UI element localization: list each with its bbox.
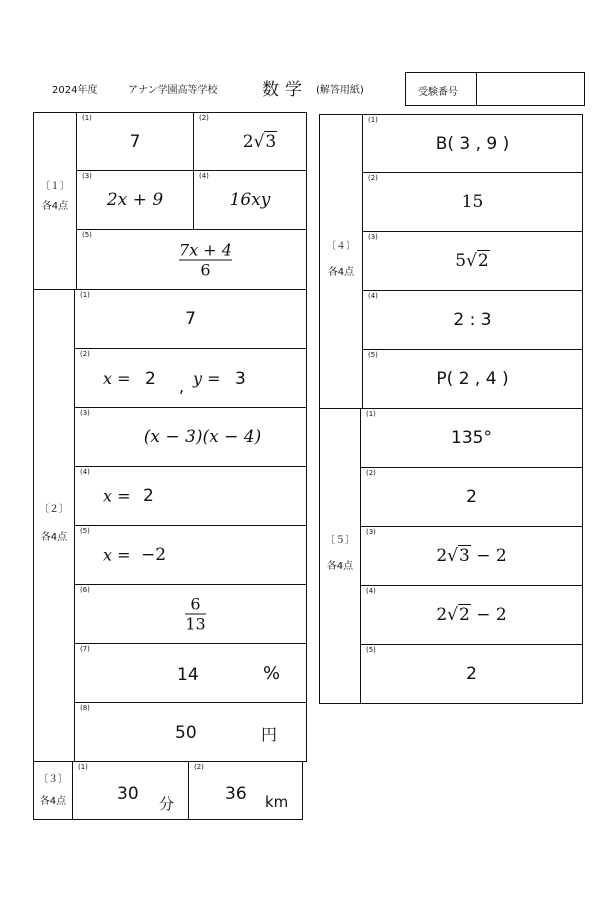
section-2-label [33,289,75,762]
question-number: (3) [368,233,378,241]
fraction-numerator: 6 [190,594,201,614]
question-number: (5) [80,527,90,535]
answer-value: 2√3 − 2 [436,546,507,566]
answer-4-2 [362,172,583,232]
question-number: (1) [366,410,376,418]
sheet-label: (解答用紙) [316,85,364,96]
answer-2-6 [74,584,307,644]
section-5-points: 各4点 [326,561,354,572]
answer-2-4 [74,466,307,526]
question-number: (7) [80,645,90,653]
answer-4-3 [362,231,583,291]
question-number: (4) [366,587,376,595]
answer-1-5 [76,229,307,290]
answer-1-2 [193,112,307,171]
answer-5-5 [360,644,583,704]
subject-title: 数学 [262,80,308,100]
unit-label: % [263,663,281,684]
exam-number-divider [476,73,477,105]
question-number: (4) [368,292,378,300]
question-number: (4) [199,172,209,180]
answer-value: 2√3 [242,131,277,152]
answer-value: 2x + 9 [106,190,164,210]
answer-2-7 [74,643,307,703]
question-number: (2) [194,763,204,771]
question-number: (3) [80,409,90,417]
answer-value: −2 [141,545,167,565]
answer-5-2 [360,467,583,527]
question-number: (2) [366,469,376,477]
section-1-label [33,112,77,290]
answer-value: 5√2 [455,251,489,271]
unit-label: km [265,793,289,811]
answer-value: 2 [143,486,154,506]
answer-5-1 [360,408,583,468]
question-number: (1) [368,116,378,124]
answer-value: 2 [466,487,477,507]
answer-2-5 [74,525,307,585]
x-label: x = [103,369,131,388]
section-1-number: 〔１〕 [40,181,70,192]
answer-2-1 [74,289,307,349]
answer-value: 135° [451,428,492,448]
x-value: 2 [145,369,156,389]
section-1-points: 各4点 [41,201,69,212]
question-number: (2) [80,350,90,358]
answer-value: 7 [129,131,141,152]
y-label: y = [193,369,221,388]
section-5-number: 〔５〕 [325,535,355,546]
section-3-points: 各4点 [39,796,67,807]
question-number: (8) [80,704,90,712]
question-number: (1) [82,114,92,122]
exam-number-field[interactable] [484,83,574,97]
answer-4-5 [362,349,583,409]
answer-value: 16xy [229,190,271,210]
question-number: (2) [199,114,209,122]
unit-label: 分 [159,795,175,813]
section-2-number: 〔２〕 [39,504,69,515]
question-number: (5) [82,231,92,239]
answer-value: 7 [185,309,196,329]
answer-value: (x − 3)(x − 4) [143,427,262,447]
answer-value [75,595,306,634]
question-number: (5) [368,351,378,359]
separator: , [179,377,185,396]
answer-1-4 [193,170,307,230]
question-number: (6) [80,586,90,594]
answer-5-3 [360,526,583,586]
answer-value: 36 [225,784,247,804]
answer-value: 14 [177,665,199,685]
school-name: アナン学園高等学校 [128,85,218,96]
question-number: (2) [368,174,378,182]
question-number: (5) [366,646,376,654]
question-number: (1) [78,763,88,771]
answer-value: B( 3 , 9 ) [435,133,510,154]
answer-value: P( 2 , 4 ) [436,369,509,389]
answer-value [77,240,306,279]
answer-value: 15 [461,192,484,212]
answer-label: x = [103,545,131,565]
section-5-label [319,408,361,704]
exam-year: 2024年度 [52,85,98,96]
answer-value: 2 [466,664,477,684]
answer-value: 50 [175,723,197,743]
question-number: (1) [80,291,90,299]
section-4-number: 〔４〕 [326,241,356,252]
exam-number-box [405,72,585,106]
section-3-label [33,761,73,820]
fraction-denominator: 6 [200,260,211,279]
answer-3-1 [72,761,189,820]
answer-value: 30 [117,784,139,804]
answer-value: 2 : 3 [453,310,492,330]
answer-1-3 [76,170,194,230]
answer-4-1 [362,114,583,173]
answer-5-4 [360,585,583,645]
question-number: (3) [82,172,92,180]
fraction-numerator: 7x + 4 [179,240,232,259]
question-number: (4) [80,468,90,476]
answer-value: 2√2 − 2 [436,605,507,625]
answer-2-2 [74,348,307,408]
answer-3-2 [188,761,303,820]
question-number: (3) [366,528,376,536]
fraction-denominator: 13 [185,614,206,634]
section-3-number: 〔３〕 [38,774,68,785]
y-value: 3 [235,369,246,389]
answer-4-4 [362,290,583,350]
answer-2-8 [74,702,307,762]
unit-label: 円 [261,725,278,744]
exam-number-label: 受験番号 [418,87,458,98]
answer-1-1 [76,112,194,171]
section-4-points: 各4点 [327,267,355,278]
section-4-label [319,114,363,409]
answer-label: x = [103,486,131,506]
answer-2-3 [74,407,307,467]
section-2-points: 各4点 [40,532,68,543]
